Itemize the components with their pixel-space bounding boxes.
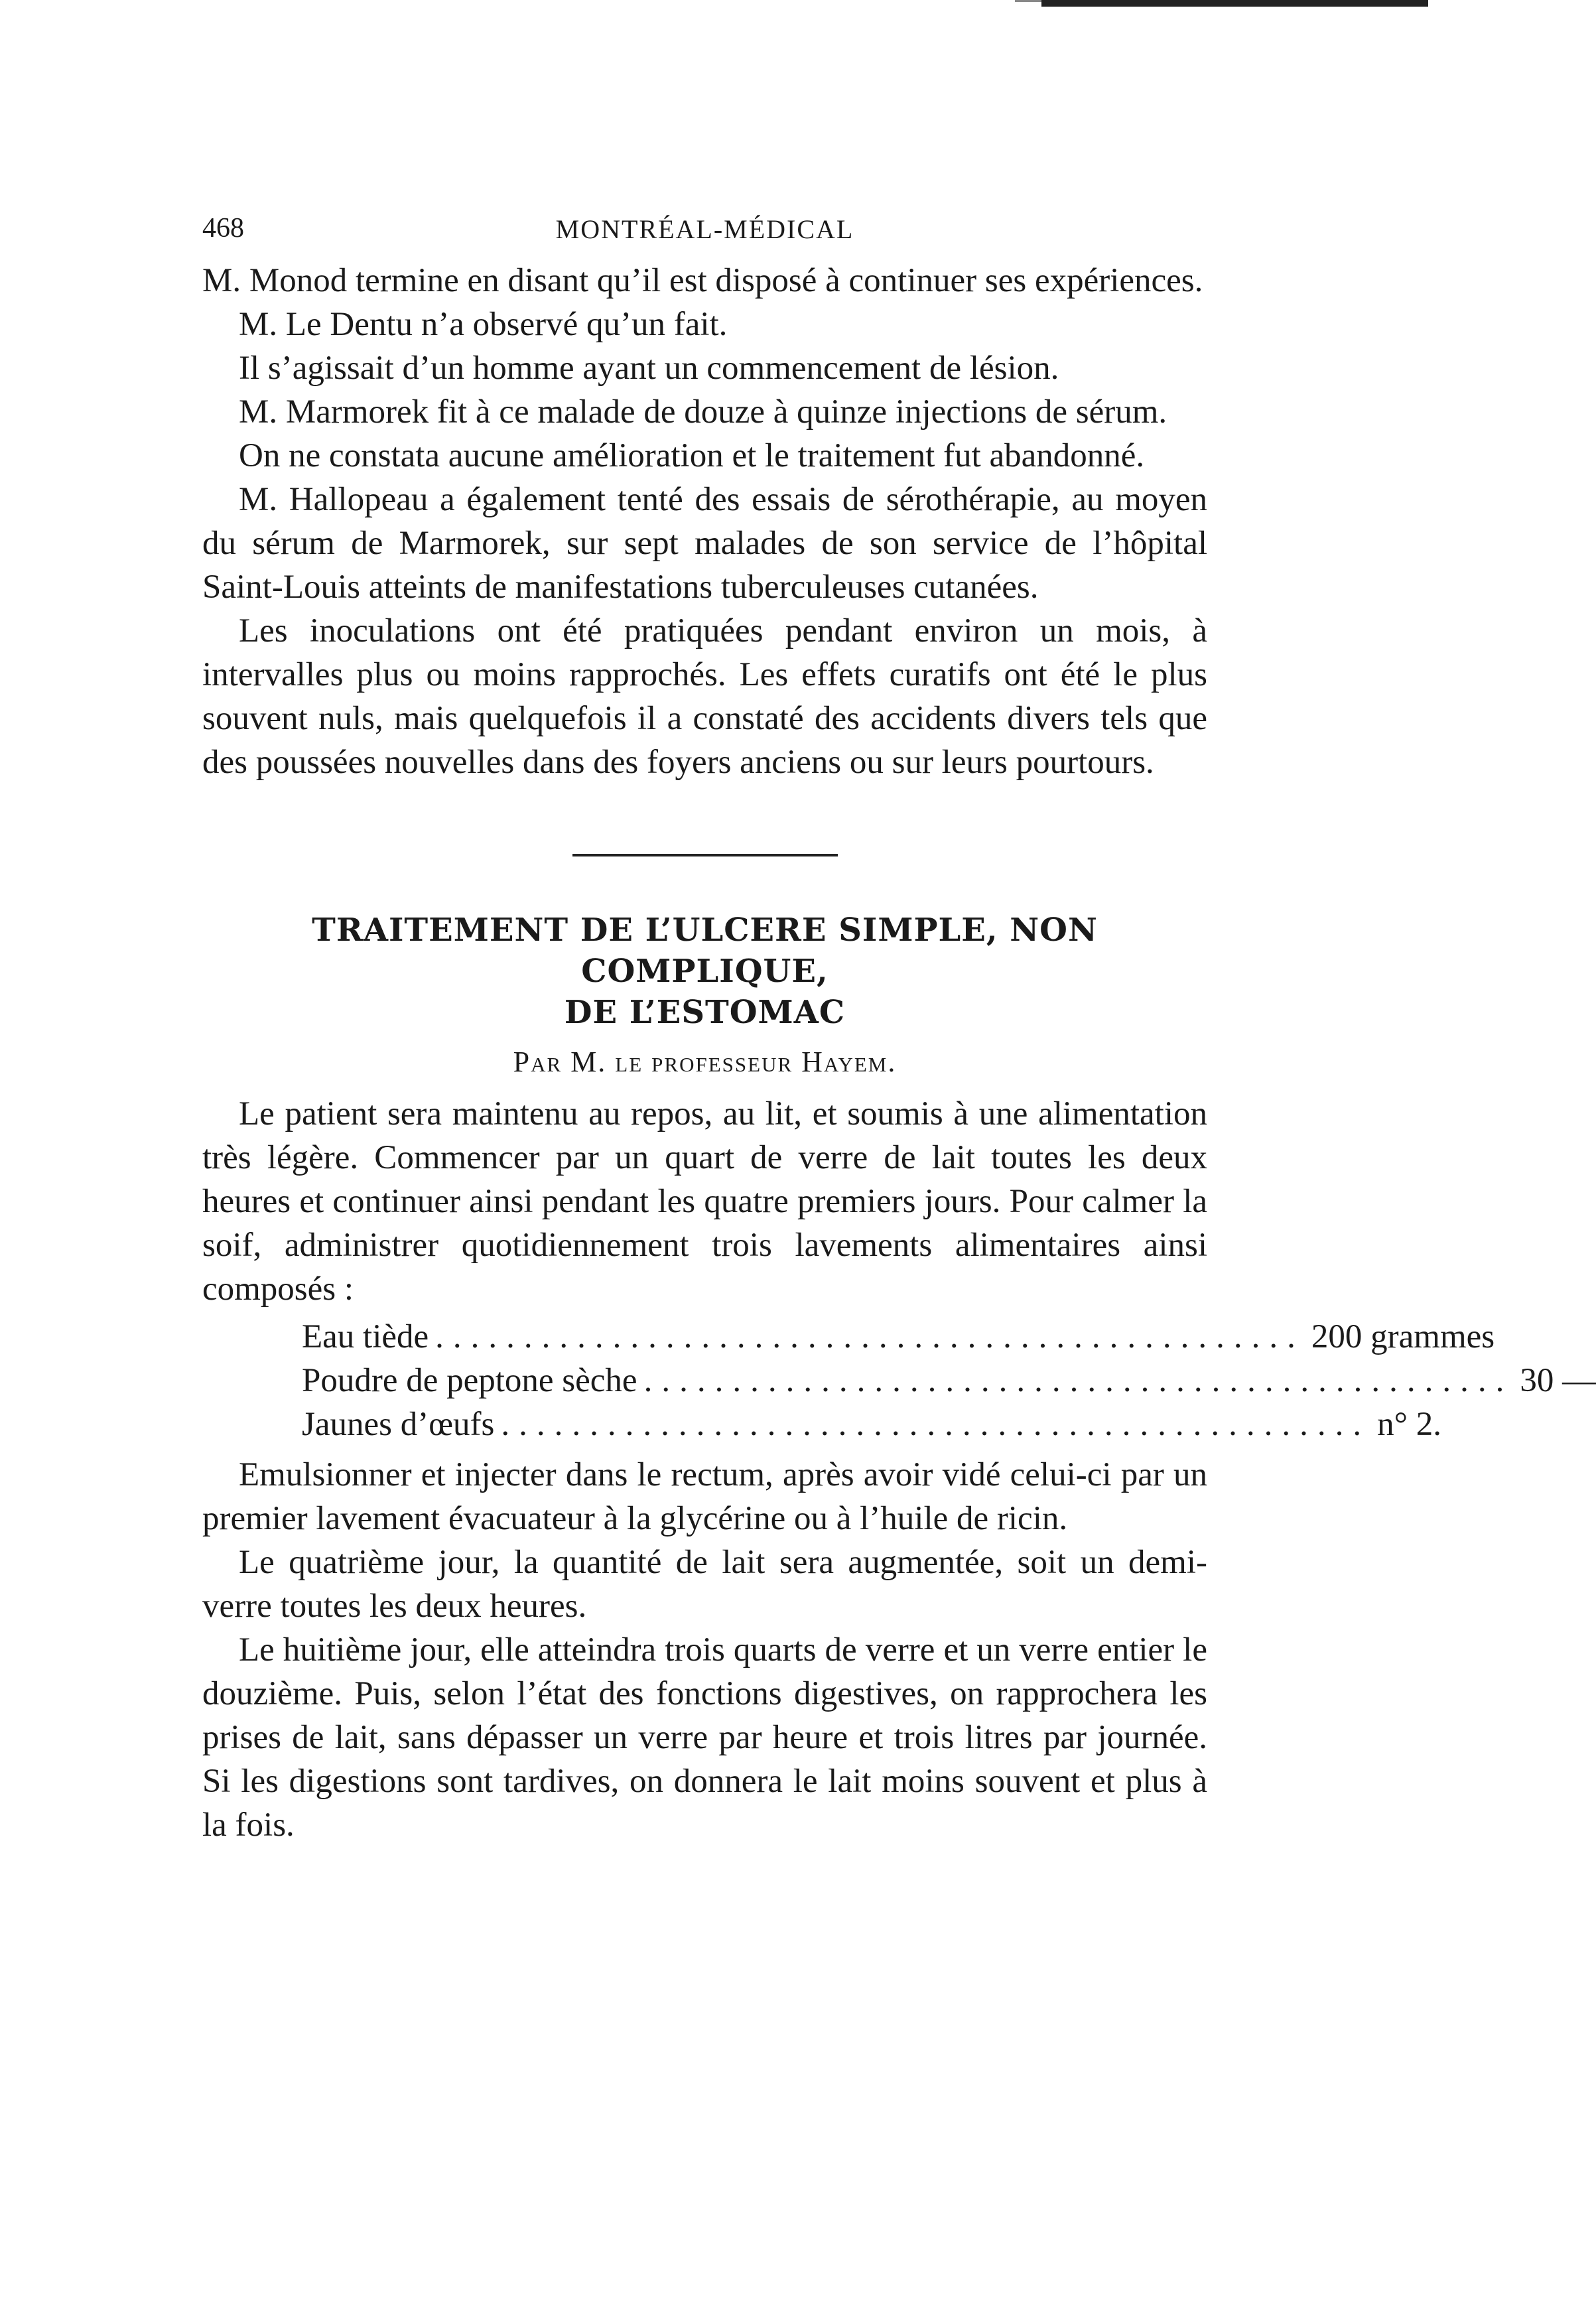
running-head <box>202 199 1207 259</box>
page <box>202 199 1596 1847</box>
paragraph-amelioration: On ne constata aucune amélioration et le traitement fut abandonné. <box>239 437 1145 474</box>
page-number: 468 <box>202 213 244 243</box>
journal-title: MONTRÉAL-MÉDICAL <box>555 214 854 244</box>
paragraph-inoculations: Les inoculations ont été pratiquées pendant environ un mois, à intervalles plus ou moins rapprochés. Les effets curatifs ont été le plus souvent nuls, mais quelquefois il a constaté des accidents divers tels que des poussées nouvelles dans des foyers anciens ou sur leurs pourtours. <box>202 612 1207 781</box>
paragraph-emulsionner: Emulsionner et injecter dans le rectum, après avoir vidé celui-ci par un premier lavement évacuateur à la glycérine ou à l’huile de ricin. <box>202 1456 1207 1537</box>
paragraph-homme: Il s’agissait d’un homme ayant un commencement de lésion. <box>239 350 1059 387</box>
recipe-row <box>302 1359 1596 1402</box>
recipe-quantity: 30 — <box>1520 1362 1596 1399</box>
recipe-item: Poudre de peptone sèche <box>302 1362 637 1399</box>
recipe-quantity: 200 grammes <box>1311 1318 1495 1355</box>
recipe-row <box>302 1315 1495 1359</box>
recipe-item: Eau tiède <box>302 1318 429 1355</box>
paragraph-hallopeau: M. Hallopeau a également tenté des essais de sérothérapie, au moyen du sérum de Marmorek, sur sept malades de son service de l’hôpital Saint-Louis atteints de manifestations tuberculeuses cutanées. <box>202 481 1207 606</box>
article-title-line-2: DE L’ESTOMAC <box>564 994 846 1031</box>
dot-leader: ................................................. <box>435 1318 1305 1355</box>
article-byline: Par M. le professeur Hayem. <box>513 1046 897 1078</box>
article-title-line-1: TRAITEMENT DE L’ULCERE SIMPLE, NON COMPLIQUE, <box>312 912 1098 990</box>
section-separator <box>572 854 838 856</box>
dot-leader: ................................................. <box>501 1406 1371 1443</box>
recipe-table <box>302 1315 1596 1446</box>
paragraph-intro: Le patient sera maintenu au repos, au lit, et soumis à une alimentation très légère. Commencer par un quart de verre de lait toutes les deux heures et continuer ainsi pendant les quatre premiers jours. Pour calmer la soif, administrer quotidiennement trois lavements alimentaires ainsi composés : <box>202 1095 1207 1308</box>
paragraph-quatrieme-jour: Le quatrième jour, la quantité de lait sera augmentée, soit un demi-verre toutes les deux heures. <box>202 1544 1207 1625</box>
paragraph-le-dentu: M. Le Dentu n’a observé qu’un fait. <box>239 306 728 343</box>
recipe-item: Jaunes d’œufs <box>302 1406 495 1443</box>
recipe-row <box>302 1402 1442 1446</box>
recipe-quantity: n° 2. <box>1377 1406 1442 1443</box>
scan-edge-bar <box>1041 0 1428 7</box>
paragraph-marmorek: M. Marmorek fit à ce malade de douze à quinze injections de sérum. <box>239 393 1167 431</box>
scan-edge-mark <box>1015 0 1041 2</box>
dot-leader: ................................................. <box>643 1362 1514 1399</box>
paragraph-monod: M. Monod termine en disant qu’il est disposé à continuer ses expériences. <box>202 262 1203 299</box>
paragraph-huitieme-jour: Le huitième jour, elle atteindra trois quarts de verre et un verre entier le douzième. Puis, selon l’état des fonctions digestives, on rapprochera les prises de lait, sans dépasser un verre par heure et trois litres par journée. Si les digestions sont tardives, on donnera le lait moins souvent et plus à la fois. <box>202 1631 1207 1844</box>
